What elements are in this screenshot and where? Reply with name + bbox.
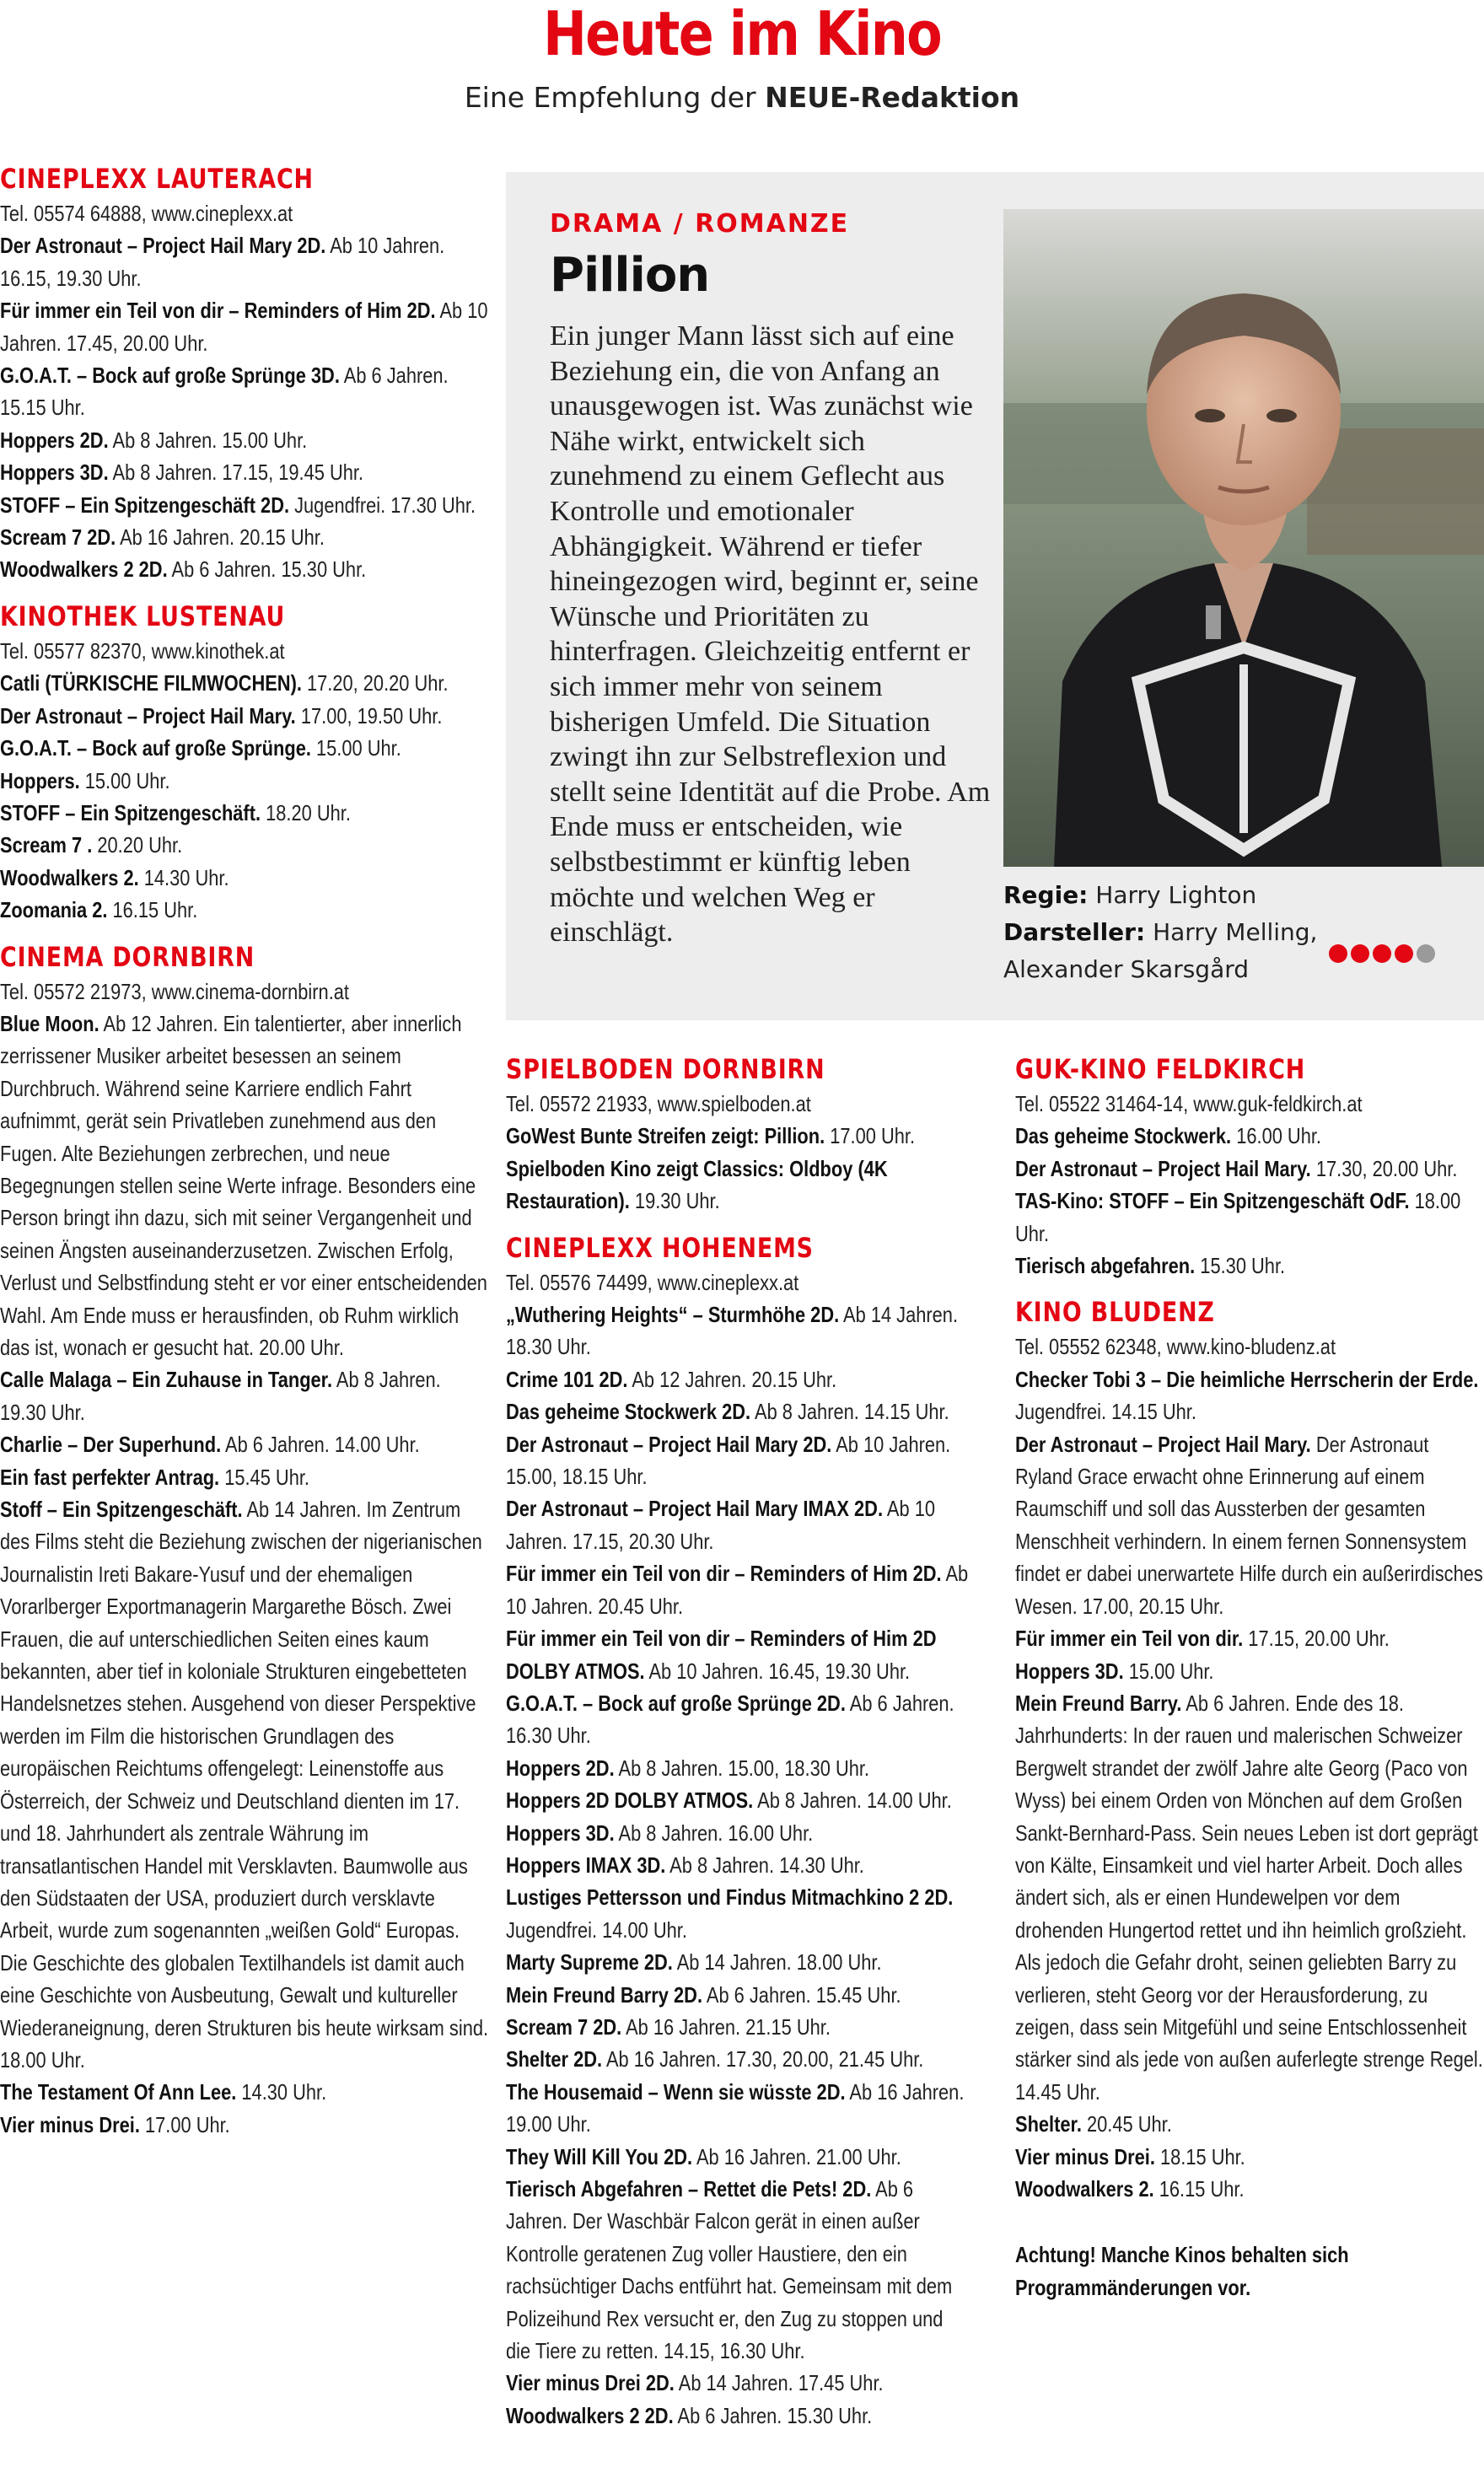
movie-info: Ab 8 Jahren. 17.15, 19.45 Uhr. [112, 460, 363, 486]
movie-entry [0, 765, 489, 797]
movie-info: Ab 14 Jahren. 18.00 Uhr. [676, 1949, 882, 1976]
movie-title: TAS-Kino: STOFF – Ein Spitzengeschäft OdF. [1015, 1188, 1410, 1214]
movie-info: Ab 8 Jahren. 14.15 Uhr. [754, 1399, 949, 1425]
movie-entry [506, 1881, 970, 1946]
rating-dot-empty [1417, 944, 1435, 963]
movie-title: Woodwalkers 2. [0, 864, 139, 890]
movie-title: G.O.A.T. – Bock auf große Sprünge 3D. [0, 363, 340, 389]
movie-entry [506, 1784, 970, 1816]
movie-title: Tierisch Abgefahren – Rettet die Pets! 2D. [506, 2176, 872, 2201]
movie-entry [506, 2011, 970, 2043]
movie-entry [0, 294, 489, 359]
movie-title: Zoomania 2. [0, 897, 108, 923]
movie-entry [0, 829, 489, 861]
movie-entry [0, 1008, 489, 1363]
rating-dots [1329, 944, 1435, 963]
movie-info: Ab 16 Jahren. 21.00 Uhr. [696, 2143, 901, 2169]
cinema-contact: Tel. 05572 21933, www.spielboden.at [506, 1091, 811, 1116]
movie-entry [0, 862, 489, 894]
movie-title: Hoppers 2D. [506, 1755, 615, 1781]
cast-names-1: Harry Melling, [1153, 918, 1318, 946]
movie-info: Ab 10 Jahren. 16.45, 19.30 Uhr. [648, 1658, 911, 1684]
cinema-name: CINEPLEXX HOHENEMS [506, 1231, 814, 1264]
movie-info: Ab 16 Jahren. 17.30, 20.00, 21.45 Uhr. [605, 2046, 924, 2072]
movie-info: Ab 10 Jahren. 15.00, 18.15 Uhr. [506, 1431, 951, 1490]
movie-title: Hoppers 2D DOLBY ATMOS. [506, 1787, 754, 1814]
movie-title: Scream 7 . [0, 832, 93, 858]
cinema-section [506, 1231, 970, 2433]
director-name: Harry Lighton [1095, 881, 1257, 909]
movie-info: 17.00 Uhr. [830, 1123, 916, 1149]
movie-title: Mein Freund Barry. [1015, 1690, 1182, 1716]
feature-box [506, 172, 1484, 1020]
movie-title: Hoppers 2D. [0, 427, 109, 453]
movie-entry [1015, 1428, 1484, 1622]
movie-title: Woodwalkers 2 2D. [506, 2402, 674, 2428]
movie-title: Marty Supreme 2D. [506, 1949, 673, 1976]
movie-info: Ab 8 Jahren. 15.00 Uhr. [112, 427, 308, 453]
movie-info: 17.15, 20.00 Uhr. [1248, 1626, 1390, 1652]
movie-entry [0, 2109, 489, 2141]
movie-entry [0, 667, 489, 699]
movie-info: 17.00, 19.50 Uhr. [300, 702, 443, 728]
movie-title: Tierisch abgefahren. [1015, 1253, 1196, 1279]
movie-entry [0, 1461, 489, 1493]
movie-title: Der Astronaut – Project Hail Mary 2D. [506, 1431, 832, 1457]
movie-entry [1015, 1250, 1484, 1282]
cinema-contact: Tel. 05576 74499, www.cineplexx.at [506, 1269, 799, 1295]
movie-entry [0, 732, 489, 764]
movie-info: Jugendfrei. 14.15 Uhr. [1015, 1399, 1196, 1425]
rating-dot-filled [1329, 944, 1347, 963]
movie-title: Für immer ein Teil von dir – Reminders of Him 2D. [0, 298, 436, 324]
movie-title: Shelter 2D. [506, 2046, 603, 2072]
listing-column-1 [0, 162, 489, 2154]
movie-entry [506, 1298, 970, 1363]
movie-title: G.O.A.T. – Bock auf große Sprünge 2D. [506, 1690, 846, 1716]
cinema-section [506, 1052, 970, 1218]
movie-info: Ab 6 Jahren. 15.30 Uhr. [677, 2402, 873, 2428]
movie-title: They Will Kill You 2D. [506, 2143, 693, 2169]
cinema-contact: Tel. 05574 64888, www.cineplexx.at [0, 201, 293, 226]
movie-entry [0, 521, 489, 553]
movie-title: „Wuthering Heights“ – Sturmhöhe 2D. [506, 1302, 840, 1328]
movie-info: Ab 10 Jahren. 17.15, 20.30 Uhr. [506, 1496, 935, 1554]
cinema-section [0, 162, 489, 586]
movie-info: 18.20 Uhr. [266, 799, 351, 825]
movie-info: Der Astronaut Ryland Grace erwacht ohne Erinnerung auf einem Raumschiff und soll das Aussterben der gesamten Menschheit verhindern. In einem fernen Sonnensystem findet er dabei unerwartete Hilfe durch ein außerirdisches Wesen. 17.00, 20.15 Uhr. [1015, 1431, 1483, 1619]
movie-title: Hoppers 3D. [506, 1820, 615, 1846]
cinema-name: GUK-KINO FELDKIRCH [1015, 1053, 1306, 1085]
movie-entry [0, 1493, 489, 2076]
movie-info: 17.20, 20.20 Uhr. [306, 670, 449, 696]
movie-title: STOFF – Ein Spitzengeschäft 2D. [0, 492, 290, 518]
movie-title: Der Astronaut – Project Hail Mary IMAX 2D. [506, 1496, 884, 1522]
movie-entry [506, 2173, 970, 2367]
rating-dot-filled [1351, 944, 1369, 963]
feature-title: Pillion [550, 248, 710, 303]
movie-info: Ab 8 Jahren. 16.00 Uhr. [618, 1820, 814, 1846]
movie-title: Der Astronaut – Project Hail Mary. [1015, 1155, 1311, 1181]
rating-dot-filled [1373, 944, 1391, 963]
movie-info: Ab 6 Jahren. 15.30 Uhr. [171, 556, 367, 583]
movie-entry [506, 1687, 970, 1752]
movie-info: 16.00 Uhr. [1236, 1123, 1321, 1149]
movie-title: STOFF – Ein Spitzengeschäft. [0, 799, 261, 825]
movie-title: Mein Freund Barry 2D. [506, 1981, 703, 2008]
rating-dot-filled [1395, 944, 1413, 963]
movie-entry [1015, 1185, 1484, 1250]
director-line [1003, 877, 1484, 914]
movie-title: Shelter. [1015, 2111, 1082, 2137]
movie-entry [506, 2141, 970, 2173]
movie-info: Ab 8 Jahren. 14.30 Uhr. [669, 1852, 864, 1878]
cinema-contact: Tel. 05522 31464-14, www.guk-feldkirch.at [1015, 1091, 1363, 1116]
movie-info: Ab 6 Jahren. 16.30 Uhr. [506, 1690, 954, 1749]
movie-info: 20.20 Uhr. [97, 832, 183, 858]
listing-column-3 [1015, 1052, 1484, 2304]
movie-info: Ab 16 Jahren. 20.15 Uhr. [120, 524, 325, 551]
cinema-contact: Tel. 05577 82370, www.kinothek.at [0, 637, 285, 664]
movie-entry [506, 1492, 970, 1557]
movie-title: Spielboden Kino zeigt Classics: Oldboy (4K Restauration). [506, 1155, 888, 1214]
movie-info: 14.30 Uhr. [143, 864, 229, 890]
movie-entry [506, 1363, 970, 1395]
cinema-name: SPIELBODEN DORNBIRN [506, 1053, 825, 1085]
movie-entry [0, 1428, 489, 1460]
movie-entry [1015, 2141, 1484, 2173]
movie-info: Ab 16 Jahren. 21.15 Uhr. [626, 2013, 831, 2040]
movie-entry [0, 229, 489, 294]
director-label: Regie: [1003, 881, 1089, 909]
movie-title: Vier minus Drei 2D. [506, 2370, 675, 2396]
cinema-name: KINOTHEK LUSTENAU [0, 599, 286, 632]
movie-title: Der Astronaut – Project Hail Mary 2D. [0, 233, 326, 259]
movie-entry [0, 797, 489, 829]
cinema-contact: Tel. 05552 62348, www.kino-bludenz.at [1015, 1334, 1336, 1360]
movie-entry [0, 424, 489, 456]
movie-title: Hoppers. [0, 767, 80, 793]
movie-title: Catli (TÜRKISCHE FILMWOCHEN). [0, 670, 302, 696]
movie-info: Ab 10 Jahren. 16.15, 19.30 Uhr. [0, 233, 445, 291]
actor-photo-illustration [1003, 209, 1484, 867]
movie-info: Ab 6 Jahren. 14.00 Uhr. [225, 1432, 420, 1458]
movie-entry [0, 359, 489, 424]
movie-entry [506, 1849, 970, 1881]
movie-entry [1015, 2173, 1484, 2205]
movie-title: Blue Moon. [0, 1010, 99, 1036]
movie-title: Lustiges Pettersson und Findus Mitmachkino 2 2D. [506, 1884, 954, 1911]
movie-info: 15.00 Uhr. [315, 735, 401, 761]
movie-info: 15.45 Uhr. [224, 1464, 309, 1490]
movie-title: The Housemaid – Wenn sie wüsste 2D. [506, 2078, 846, 2105]
movie-title: Das geheime Stockwerk 2D. [506, 1399, 751, 1425]
movie-entry [506, 1120, 970, 1152]
cast-names-2: Alexander Skarsgård [1003, 955, 1250, 983]
movie-info: Ab 12 Jahren. 20.15 Uhr. [632, 1366, 837, 1392]
movie-entry [506, 1752, 970, 1784]
movie-title: Stoff – Ein Spitzengeschäft. [0, 1497, 243, 1523]
movie-entry [506, 1557, 970, 1622]
movie-entry [506, 1395, 970, 1427]
movie-entry [506, 1153, 970, 1218]
movie-title: Calle Malaga – Ein Zuhause in Tanger. [0, 1367, 333, 1393]
movie-entry [506, 2400, 970, 2432]
movie-title: Ein fast perfekter Antrag. [0, 1464, 220, 1490]
movie-info: 18.15 Uhr. [1159, 2143, 1245, 2169]
movie-info: Ab 8 Jahren. 19.30 Uhr. [0, 1367, 441, 1425]
movie-info: Ab 14 Jahren. Im Zentrum des Films steht die Beziehung zwischen der nigerianischen Journalistin Ireti Bakare-Yusuf und der ehemaligen Vorarlberger Exportmanagerin Margarethe Bösch. Zwei Frauen, die auf unterschiedlichen Seiten eines kaum bekannten, aber tief in koloniale Strukturen eingebetteten Handelsnetzes stehen. Ausgehend von dieser Perspektive werden im Film die historischen Grundlagen des europäischen Reichtums offengelegt: Leinenstoffe aus Österreich, der Schweiz und Deutschland dienten im 17. und 18. Jahrhundert als zentrale Währung im transatlantischen Handel mit Versklavten. Baumwolle aus den Südstaaten der USA, produziert durch versklavte Arbeit, wurde zum sogenannten „weißen Gold“ Europas. Die Geschichte des globalen Textilhandels ist damit auch eine Geschichte von Ausbeutung, Gewalt und kultureller Wiederaneignung, deren Strukturen bis heute wirksam sind. 18.00 Uhr. [0, 1497, 489, 2072]
cinema-name: CINEPLEXX LAUTERACH [0, 163, 314, 195]
movie-title: Für immer ein Teil von dir – Reminders of Him 2D DOLBY ATMOS. [506, 1626, 937, 1684]
movie-info: 15.30 Uhr. [1200, 1253, 1286, 1279]
movie-info: Ab 14 Jahren. 18.30 Uhr. [506, 1302, 959, 1360]
movie-info: Ab 8 Jahren. 15.00, 18.30 Uhr. [618, 1755, 869, 1781]
feature-photo [1003, 209, 1484, 867]
movie-entry [0, 700, 489, 732]
movie-info: 15.00 Uhr. [84, 767, 170, 793]
feature-text: Ein junger Mann lässt sich auf eine Beziehung ein, die von Anfang an unausgewogen ist. Was zunächst wie Nähe wirkt, entwickelt sich zunehmend zu einem Geflecht aus Kontrolle und emotionaler Abhängigkeit. Während er tiefer hineingezogen wird, beginnt er, seine Wünsche und Prioritäten zu hinterfragen. Gleichzeitig entfernt er sich immer mehr von seinem bisherigen Umfeld. Die Situation zwingt ihn zur Selbstreflexion und stellt seine Identität auf die Probe. Am Ende muss er entscheiden, wie selbstbestimmt er künftig leben möchte und welchen Weg er einschlägt. [550, 320, 991, 949]
movie-info: Ab 10 Jahren. 20.45 Uhr. [506, 1561, 969, 1619]
movie-entry [506, 1946, 970, 1978]
cinema-section [1015, 1295, 1484, 2205]
movie-title: Der Astronaut – Project Hail Mary. [1015, 1431, 1311, 1457]
movie-title: Für immer ein Teil von dir. [1015, 1626, 1244, 1652]
movie-entry [0, 456, 489, 488]
movie-info: 16.15 Uhr. [112, 897, 198, 923]
movie-entry [1015, 1622, 1484, 1654]
movie-info: Ab 16 Jahren. 19.00 Uhr. [506, 2078, 965, 2137]
listing-column-2 [506, 1052, 970, 2445]
movie-title: Hoppers IMAX 3D. [506, 1852, 666, 1878]
movie-entry [0, 2076, 489, 2108]
movie-entry [506, 2043, 970, 2075]
program-change-notice: Achtung! Manche Kinos behalten sich Programmänderungen vor. [1015, 2242, 1349, 2300]
movie-info: Jugendfrei. 17.30 Uhr. [294, 492, 476, 518]
cinema-section [1015, 1052, 1484, 1282]
movie-entry [0, 553, 489, 585]
movie-entry [506, 1979, 970, 2011]
movie-info: 19.30 Uhr. [634, 1188, 720, 1214]
movie-title: Für immer ein Teil von dir – Reminders of Him 2D. [506, 1561, 942, 1587]
movie-info: Ab 6 Jahren. Ende des 18. Jahrhunderts: In der rauen und malerischen Schweizer Bergwelt strandet der zwölf Jahre alte Georg (Paco von Wyss) bei einem Orden von Mönchen auf dem Großen Sankt-Bernhard-Pass. Sein neues Leben ist dort geprägt von Kälte, Einsamkeit und viel harter Arbeit. Doch alles ändert sich, als er einen Hundewelpen vor dem drohenden Hungertod rettet und ihn heimlich großzieht. Als jedoch die Gefahr droht, seinen geliebten Barry zu verlieren, steht Georg vor der Herausforderung, zu zeigen, dass sein Mitgefühl und seine Entschlossenheit stärker sind als jede von außen auferlegte strenge Regel. 14.45 Uhr. [1015, 1690, 1483, 2105]
movie-entry [506, 1817, 970, 1849]
movie-title: GoWest Bunte Streifen zeigt: Pillion. [506, 1123, 825, 1149]
cast-label: Darsteller: [1003, 918, 1146, 946]
movie-entry [1015, 2108, 1484, 2140]
movie-info: 15.00 Uhr. [1128, 1658, 1214, 1684]
movie-info: Ab 12 Jahren. Ein talentierter, aber innerlich zerrissener Musiker arbeitet besessen an seinem Durchbruch. Während seine Karriere endlich Fahrt aufnimmt, gerät sein Privatleben zunehmend aus den Fugen. Alte Beziehungen zerbrechen, und neue Begegnungen stellen seine Werte infrage. Besonders eine Person bringt ihn dazu, sich mit seiner Vergangenheit und seinen Ängsten auseinanderzusetzen. Zwischen Erfolg, Verlust und Selbstfindung steht er vor einer entscheidenden Wahl. Am Ende muss er herausfinden, ob Ruhm wirklich das ist, wonach er gesucht hat. 20.00 Uhr. [0, 1010, 487, 1360]
feature-credits [1003, 877, 1484, 988]
movie-info: Ab 6 Jahren. 15.45 Uhr. [706, 1981, 901, 2008]
movie-entry [0, 489, 489, 521]
subtitle-prefix: Eine Empfehlung der [464, 81, 766, 114]
movie-title: The Testament Of Ann Lee. [0, 2079, 237, 2105]
movie-entry [506, 2076, 970, 2141]
feature-genre: DRAMA / ROMANZE [550, 209, 850, 239]
movie-entry [1015, 1153, 1484, 1185]
movie-title: Crime 101 2D. [506, 1366, 628, 1392]
movie-info: 20.45 Uhr. [1086, 2111, 1172, 2137]
cinema-name: KINO BLUDENZ [1015, 1296, 1215, 1329]
movie-title: Hoppers 3D. [1015, 1658, 1124, 1684]
movie-info: 17.00 Uhr. [144, 2111, 230, 2137]
movie-title: Der Astronaut – Project Hail Mary. [0, 702, 296, 728]
cinema-section [0, 940, 489, 2142]
page-subtitle [0, 81, 1484, 114]
movie-entry [0, 1363, 489, 1428]
movie-title: Hoppers 3D. [0, 460, 109, 486]
movie-entry [506, 1428, 970, 1493]
movie-info: Ab 14 Jahren. 17.45 Uhr. [678, 2370, 884, 2396]
movie-info: Ab 6 Jahren. 15.15 Uhr. [0, 363, 449, 421]
movie-info: 18.00 Uhr. [1015, 1188, 1461, 1246]
movie-info: 17.30, 20.00 Uhr. [1315, 1155, 1458, 1181]
movie-title: Woodwalkers 2. [1015, 2176, 1154, 2201]
movie-title: Woodwalkers 2 2D. [0, 556, 168, 583]
cinema-name: CINEMA DORNBIRN [0, 940, 255, 973]
movie-title: Vier minus Drei. [1015, 2143, 1155, 2169]
movie-entry [506, 2367, 970, 2399]
movie-title: G.O.A.T. – Bock auf große Sprünge. [0, 735, 311, 761]
movie-entry [1015, 1120, 1484, 1152]
movie-entry [1015, 1687, 1484, 2108]
movie-info: Ab 6 Jahren. Der Waschbär Falcon gerät in einen außer Kontrolle geratenen Zug voller Haustiere, den ein rachsüchtiger Dachs entführt hat. Gemeinsam mit dem Polizeihund Rex versucht er, den Zug zu stoppen und die Tiere zu retten. 14.15, 16.30 Uhr. [506, 2176, 953, 2364]
movie-title: Checker Tobi 3 – Die heimliche Herrscherin der Erde. [1015, 1366, 1479, 1392]
movie-title: Vier minus Drei. [0, 2111, 140, 2137]
movie-entry [1015, 1363, 1484, 1428]
movie-info: Jugendfrei. 14.00 Uhr. [506, 1916, 687, 1943]
movie-entry [506, 1622, 970, 1687]
movie-info: Ab 8 Jahren. 14.00 Uhr. [757, 1787, 952, 1814]
movie-title: Scream 7 2D. [506, 2013, 622, 2040]
page-title: Heute im Kino [543, 0, 941, 69]
movie-title: Scream 7 2D. [0, 524, 116, 551]
cinema-contact: Tel. 05572 21973, www.cinema-dornbirn.at [0, 978, 350, 1004]
movie-entry [1015, 1655, 1484, 1687]
movie-info: 14.30 Uhr. [241, 2079, 327, 2105]
movie-title: Das geheime Stockwerk. [1015, 1123, 1232, 1149]
movie-title: Charlie – Der Superhund. [0, 1432, 222, 1458]
movie-entry [0, 894, 489, 926]
subtitle-bold: NEUE-Redaktion [765, 81, 1020, 114]
cinema-section [0, 599, 489, 927]
movie-info: 16.15 Uhr. [1159, 2176, 1245, 2201]
movie-info: Ab 10 Jahren. 17.45, 20.00 Uhr. [0, 298, 488, 356]
